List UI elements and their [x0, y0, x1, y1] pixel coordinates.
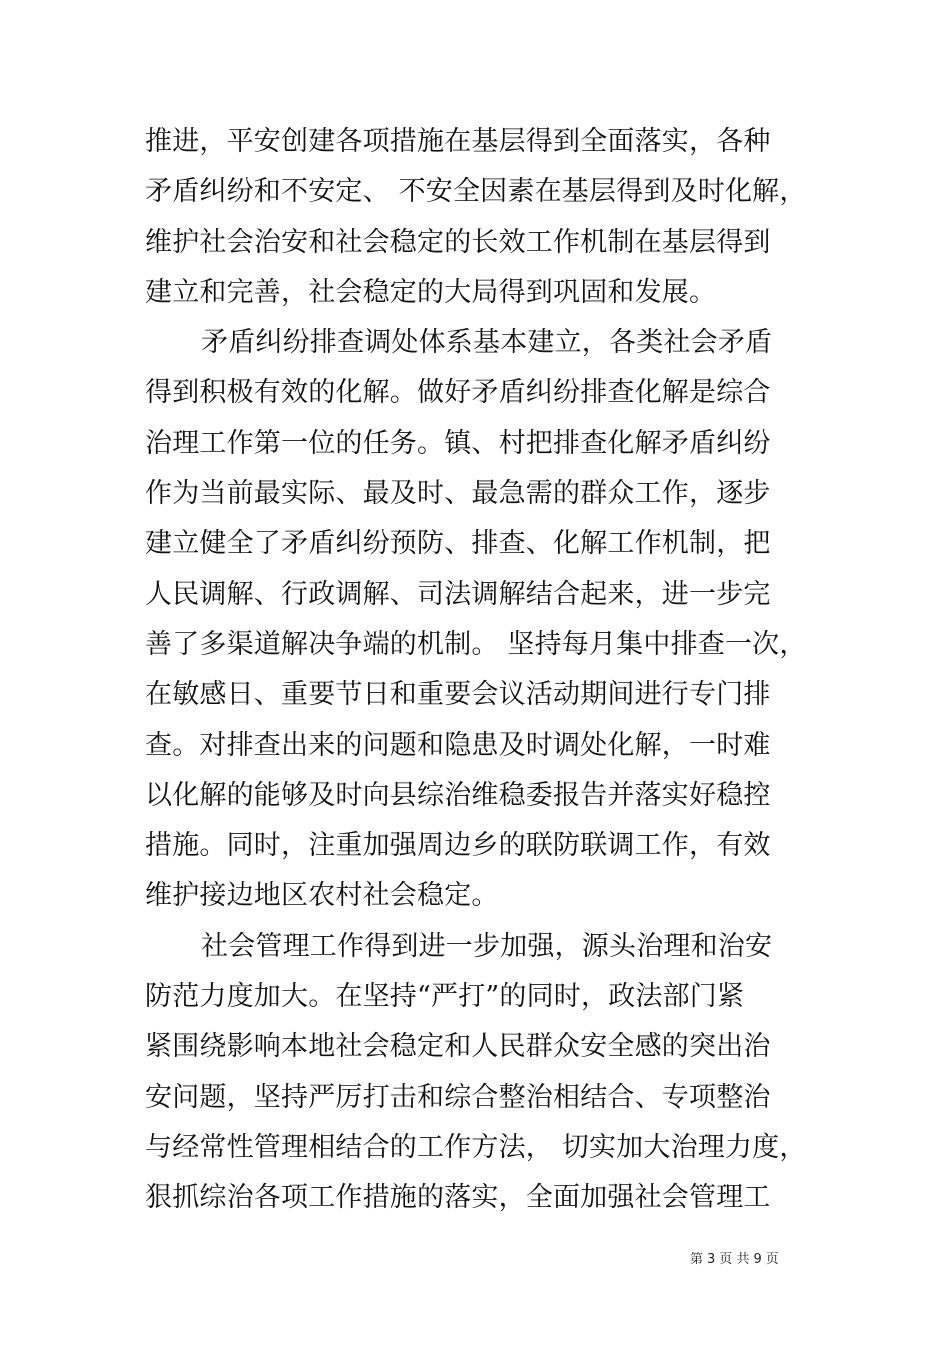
text-line: 在敏感日、重要节日和重要会议活动期间进行专门排 [145, 679, 771, 711]
footer-suffix: 页 [765, 1252, 779, 1267]
text-line: 矛盾纠纷排查调处体系基本建立，各类社会矛盾 [201, 327, 773, 359]
footer-prefix: 第 [690, 1252, 704, 1267]
text-line: 与经常性管理相结合的工作方法， 切实加大治理力度， [145, 1131, 807, 1163]
text-line: 措施。同时，注重加强周边乡的联防联调工作，有效 [145, 830, 771, 862]
page-number-footer [690, 1250, 783, 1270]
text-line: 善了多渠道解决争端的机制。 坚持每月集中排查一次， [145, 628, 807, 660]
text-line: 社会管理工作得到进一步加强，源头治理和治安 [201, 930, 773, 962]
text-line: 维护社会治安和社会稳定的长效工作机制在基层得到 [145, 226, 771, 258]
text-line: 治理工作第一位的任务。镇、村把排查化解矛盾纠纷 [145, 427, 771, 459]
text-line: 建立和完善，社会稳定的大局得到巩固和发展。 [145, 276, 717, 308]
text-line: 紧围绕影响本地社会稳定和人民群众安全感的突出治 [145, 1031, 771, 1063]
document-body [145, 117, 807, 1224]
total-page-number: 9 [753, 1252, 762, 1267]
paragraph-1 [145, 117, 807, 318]
text-line: 建立健全了矛盾纠纷预防、排查、化解工作机制，把 [145, 528, 771, 560]
text-line: 矛盾纠纷和不安定、 不安全因素在基层得到及时化解， [145, 176, 807, 208]
current-page-number: 3 [707, 1252, 716, 1267]
text-line: 推进，平安创建各项措施在基层得到全面落实，各种 [145, 126, 771, 157]
text-line: 防范力度加大。在坚持“严打”的同时，政法部门紧 [145, 981, 745, 1013]
paragraph-2 [145, 318, 807, 922]
text-line: 人民调解、行政调解、司法调解结合起来，进一步完 [145, 578, 771, 610]
text-line: 狠抓综治各项工作措施的落实，全面加强社会管理工 [145, 1182, 771, 1214]
text-line: 维护接边地区农村社会稳定。 [145, 880, 499, 912]
paragraph-3 [145, 922, 807, 1224]
text-line: 以化解的能够及时向县综治维稳委报告并落实好稳控 [145, 779, 771, 811]
text-line: 得到积极有效的化解。做好矛盾纠纷排查化解是综合 [145, 377, 771, 409]
text-line: 查。对排查出来的问题和隐患及时调处化解，一时难 [145, 729, 771, 761]
footer-middle: 页 共 [719, 1252, 750, 1267]
text-line: 安问题，坚持严厉打击和综合整治相结合、专项整治 [145, 1081, 771, 1113]
text-line: 作为当前最实际、最及时、最急需的群众工作，逐步 [145, 478, 771, 510]
